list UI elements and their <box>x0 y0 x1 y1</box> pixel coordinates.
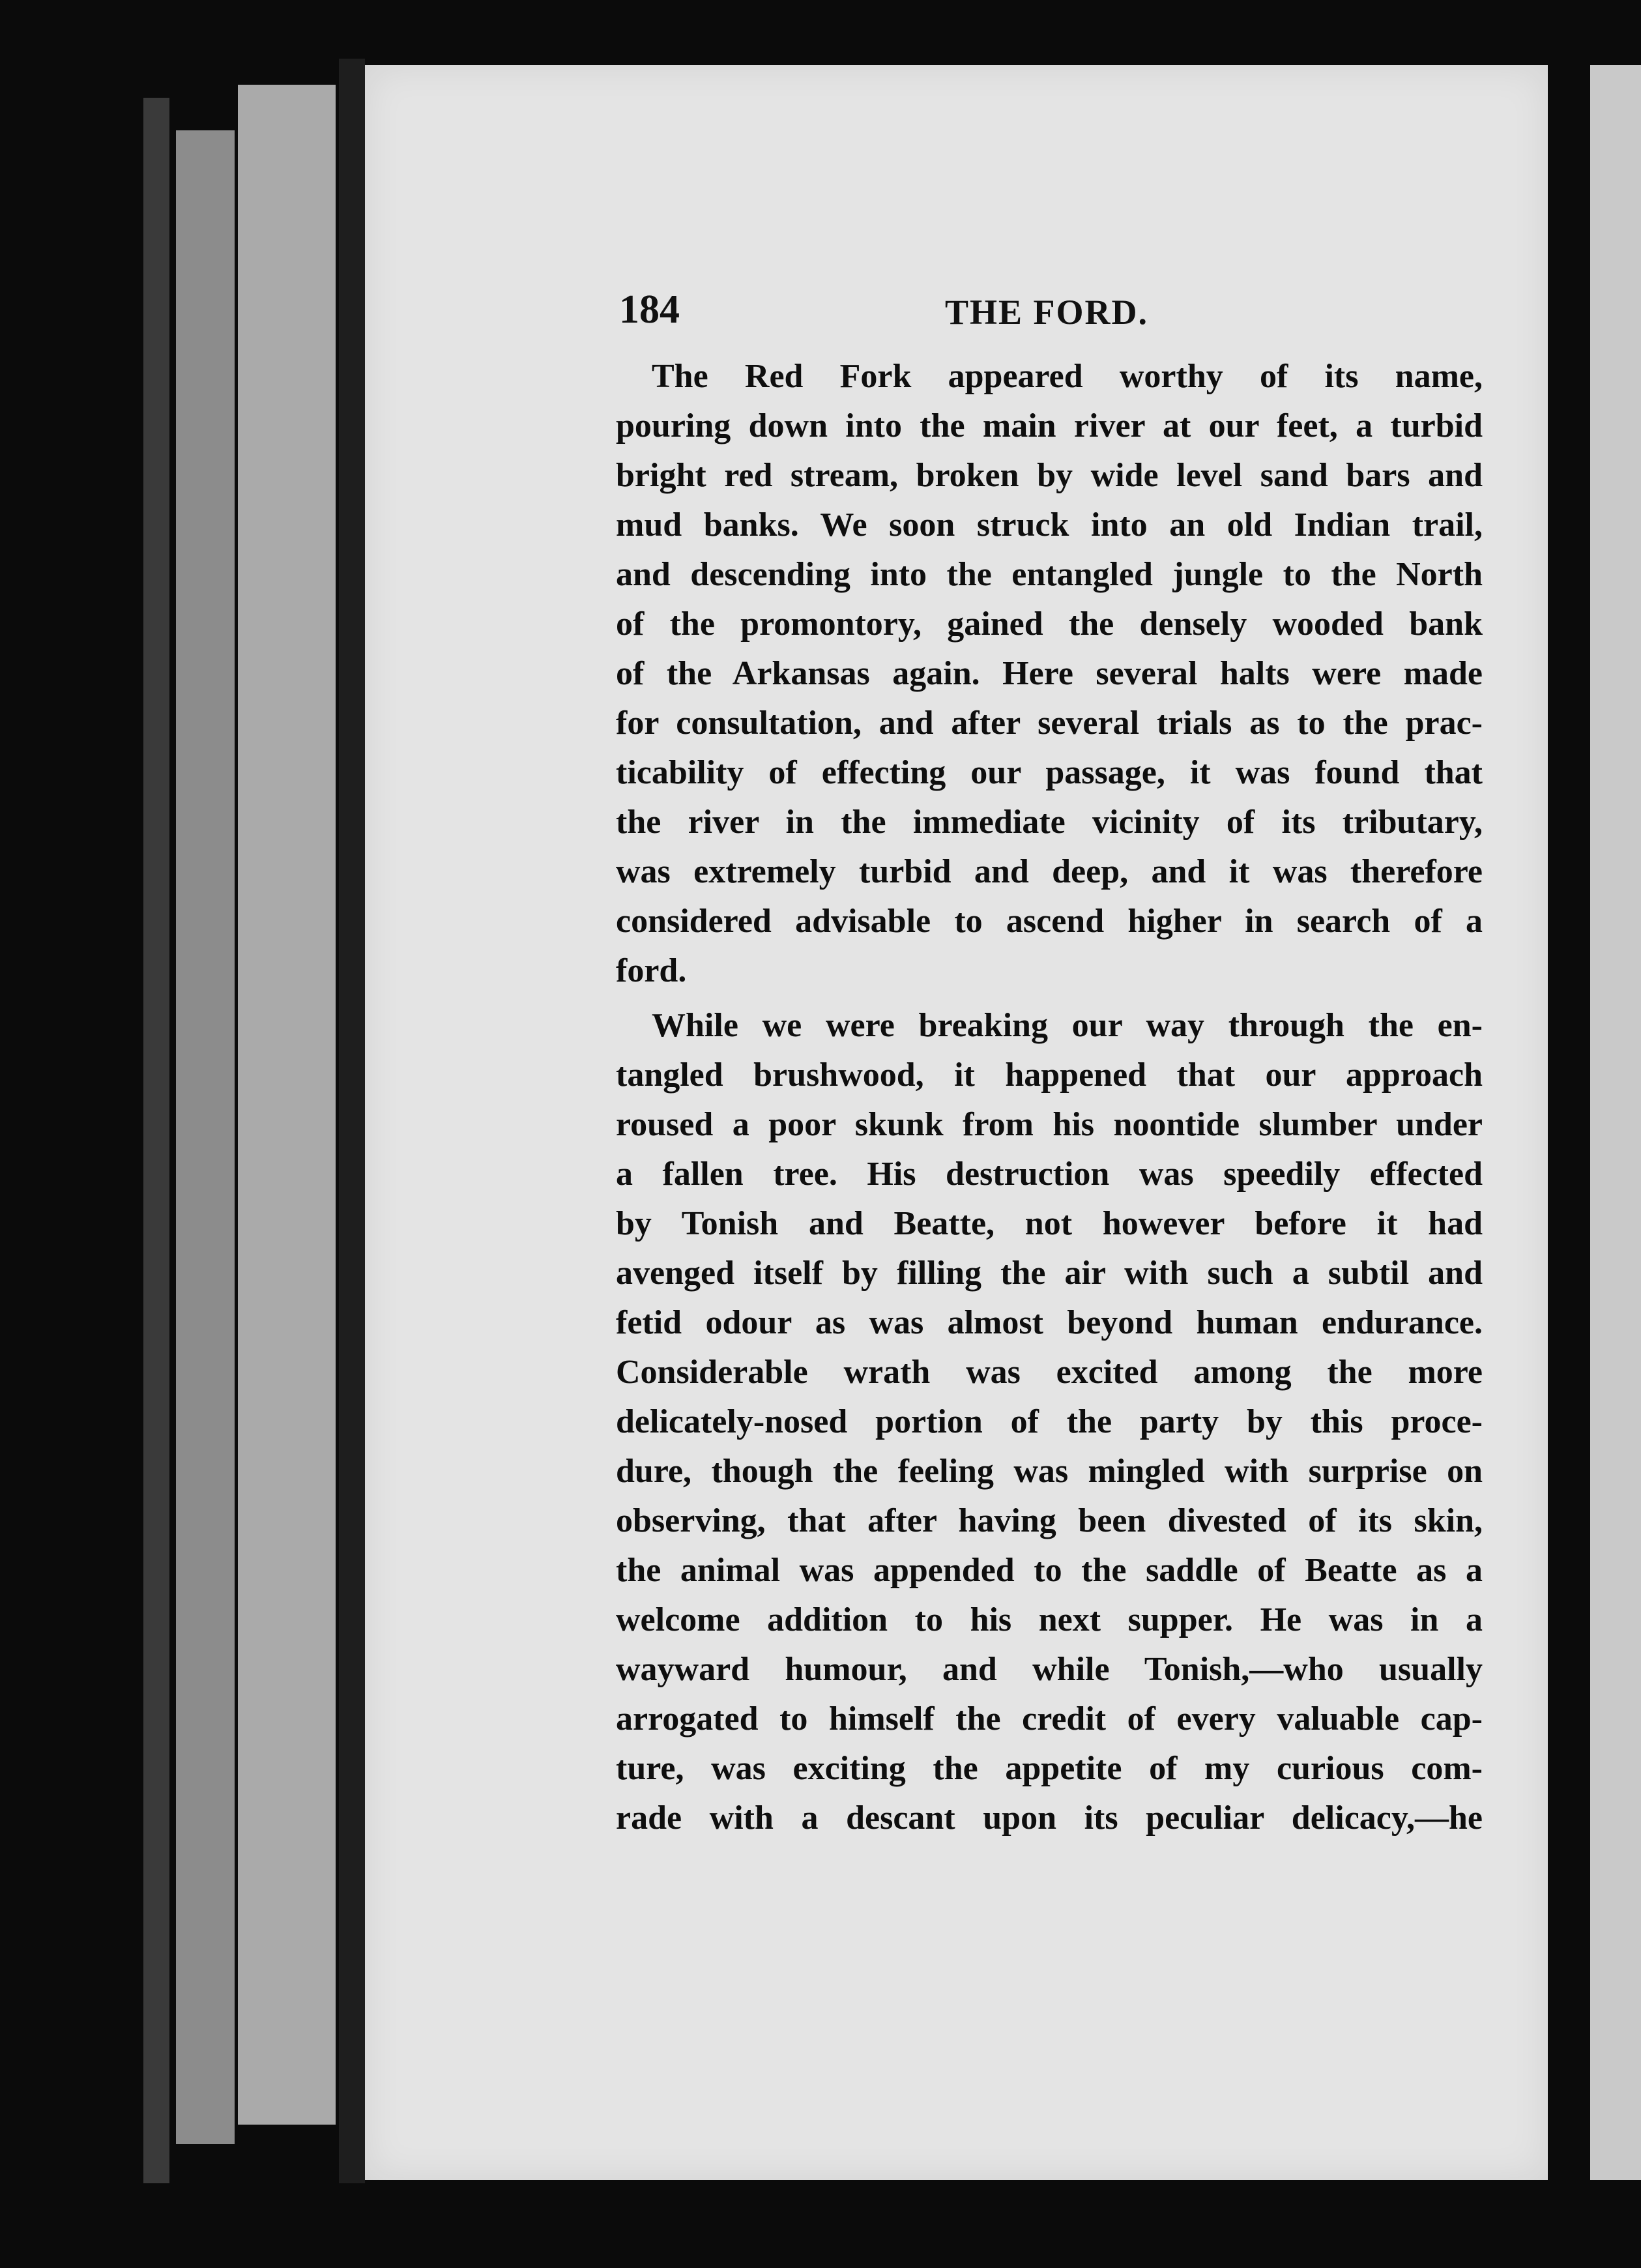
text-line: ford. <box>616 952 687 989</box>
page-edge <box>339 59 365 2183</box>
text-line: by Tonish and Beatte, not however before it had <box>616 1205 1483 1242</box>
facing-page-edge <box>1590 65 1641 2180</box>
paragraph <box>616 352 1483 996</box>
text-line: of the Arkansas again. Here several halts were made <box>616 655 1483 692</box>
text-line: was extremely turbid and deep, and it was therefore <box>616 853 1483 890</box>
page-edge <box>176 130 235 2144</box>
text-line: pouring down into the main river at our feet, a turbid <box>616 407 1483 444</box>
text-line: the animal was appended to the saddle of Beatte as a <box>616 1552 1483 1589</box>
text-line: for consultation, and after several trials as to the prac- <box>616 705 1483 742</box>
text-line: bright red stream, broken by wide level sand bars and <box>616 457 1483 494</box>
body-text <box>616 352 1483 1843</box>
book-page <box>365 65 1548 2180</box>
paragraph <box>616 1001 1483 1843</box>
page-number: 184 <box>619 287 680 332</box>
paragraph-gap <box>616 996 1483 1001</box>
text-line: avenged itself by filling the air with such a subtil and <box>616 1255 1483 1292</box>
running-head: THE FORD. <box>945 293 1149 332</box>
text-line: ticability of effecting our passage, it was found that <box>616 754 1483 791</box>
text-line: observing, that after having been divested of its skin, <box>616 1502 1483 1539</box>
text-line: The Red Fork appeared worthy of its name, <box>652 358 1483 395</box>
page-edge <box>143 98 169 2183</box>
text-line: wayward humour, and while Tonish,—who usually <box>616 1651 1483 1688</box>
text-line: welcome addition to his next supper. He was in a <box>616 1601 1483 1638</box>
text-line: of the promontory, gained the densely wooded bank <box>616 605 1483 643</box>
text-line: ture, was exciting the appetite of my curious com- <box>616 1750 1483 1787</box>
text-line: While we were breaking our way through the en- <box>652 1007 1483 1044</box>
text-line: rade with a descant upon its peculiar delicacy,—he <box>616 1799 1483 1837</box>
text-line: the river in the immediate vicinity of its tributary, <box>616 804 1483 841</box>
text-line: a fallen tree. His destruction was speedily effected <box>616 1156 1483 1193</box>
text-line: Considerable wrath was excited among the more <box>616 1354 1483 1391</box>
text-line: delicately-nosed portion of the party by this proce- <box>616 1403 1483 1440</box>
text-line: mud banks. We soon struck into an old Indian trail, <box>616 506 1483 544</box>
text-line: arrogated to himself the credit of every valuable cap- <box>616 1700 1483 1737</box>
page-edge <box>238 85 336 2125</box>
page-header <box>619 287 1483 345</box>
text-line: fetid odour as was almost beyond human endurance. <box>616 1304 1483 1341</box>
text-line: considered advisable to ascend higher in search of a <box>616 903 1483 940</box>
text-line: roused a poor skunk from his noontide slumber under <box>616 1106 1483 1143</box>
book-page-edges <box>104 59 365 2183</box>
text-line: dure, though the feeling was mingled with surprise on <box>616 1453 1483 1490</box>
text-line: and descending into the entangled jungle to the North <box>616 556 1483 593</box>
text-line: tangled brushwood, it happened that our approach <box>616 1056 1483 1094</box>
